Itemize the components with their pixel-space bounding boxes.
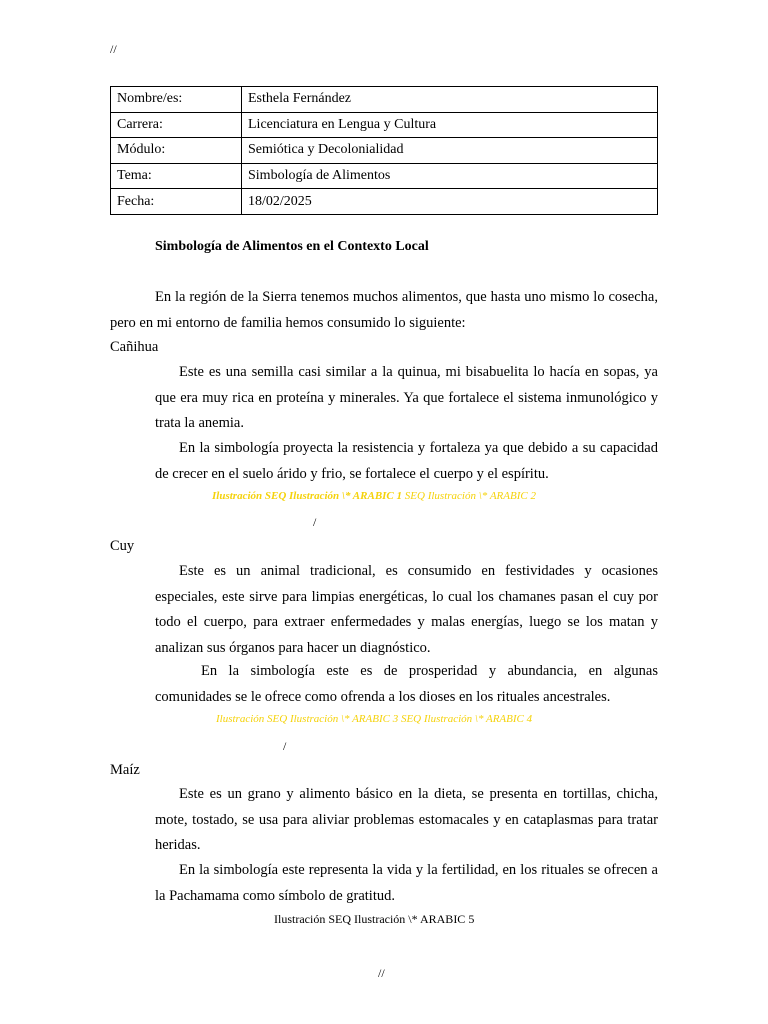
table-value-topic: Simbología de Alimentos: [242, 163, 658, 189]
table-label-name: Nombre/es:: [111, 87, 242, 113]
figure-caption-cuy: Ilustración SEQ Ilustración \* ARABIC 3 SEQ Ilustración \* ARABIC 4: [216, 713, 533, 725]
figure-caption-maiz: Ilustración SEQ Ilustración \* ARABIC 5: [274, 912, 475, 926]
image-placeholder-cuy: /: [283, 739, 287, 753]
table-row: [111, 163, 658, 189]
intro-paragraph: En la región de la Sierra tenemos muchos alimentos, que hasta uno mismo lo cosecha, pero en mi entorno de familia hemos consumido lo siguiente:: [110, 289, 658, 331]
cuy-paragraph-2: En la simbología este es de prosperidad y abundancia, en algunas comunidades se le ofrece como ofrenda a los dioses en los rituales ancestrales.: [155, 663, 658, 705]
section-heading-canihua: Cañihua: [110, 339, 159, 355]
table-label-topic: Tema:: [111, 163, 242, 189]
figure-caption-canihua: [212, 490, 536, 502]
table-label-career: Carrera:: [111, 112, 242, 138]
table-value-date: 18/02/2025: [242, 189, 658, 215]
document-title: Simbología de Alimentos en el Contexto Local: [155, 239, 429, 254]
section-heading-cuy: Cuy: [110, 538, 135, 554]
maiz-paragraph-1: Este es un grano y alimento básico en la dieta, se presenta en tortillas, chicha, mote, tostado, se usa para aliviar problemas estomacales y en cataplasmas para tratar heridas.: [155, 786, 658, 853]
canihua-paragraph-2: En la simbología proyecta la resistencia y fortaleza ya que debido a su capacidad de crecer en el suelo árido y frio, se fortalece el cuerpo y el espíritu.: [155, 440, 658, 482]
table-value-career: Licenciatura en Lengua y Cultura: [242, 112, 658, 138]
table-row: [111, 87, 658, 113]
header-mark: //: [110, 42, 117, 56]
image-placeholder-canihua: /: [313, 515, 317, 529]
table-row: [111, 189, 658, 215]
cuy-paragraph-1: Este es un animal tradicional, es consumido en festividades y ocasiones especiales, este sirve para limpias energéticas, lo cual los chamanes pasan el cuy por todo el cuerpo, para extraer enfermedades y malas energías, luego se los matan y analizan sus órganos para hacer un diagnóstico.: [155, 563, 658, 656]
table-value-name: Esthela Fernández: [242, 87, 658, 113]
table-label-date: Fecha:: [111, 189, 242, 215]
maiz-paragraph-2: En la simbología este representa la vida y la fertilidad, en los rituales se ofrecen a la Pachamama como símbolo de gratitud.: [155, 862, 658, 904]
table-value-module: Semiótica y Decolonialidad: [242, 138, 658, 164]
footer-mark: //: [378, 966, 385, 980]
canihua-paragraph-1: Este es una semilla casi similar a la quinua, mi bisabuelita lo hacía en sopas, ya que era muy rica en proteína y minerales. Ya que fortalece el sistema inmunológico y trata la anemia.: [155, 364, 658, 431]
caption-rest-part: SEQ Ilustración \* ARABIC 2: [402, 490, 536, 502]
table-label-module: Módulo:: [111, 138, 242, 164]
caption-bold-part: Ilustración SEQ Ilustración \* ARABIC 1: [212, 490, 403, 502]
table-row: [111, 138, 658, 164]
table-row: [111, 112, 658, 138]
student-info-table: [110, 86, 658, 215]
section-heading-maiz: Maíz: [110, 762, 140, 778]
